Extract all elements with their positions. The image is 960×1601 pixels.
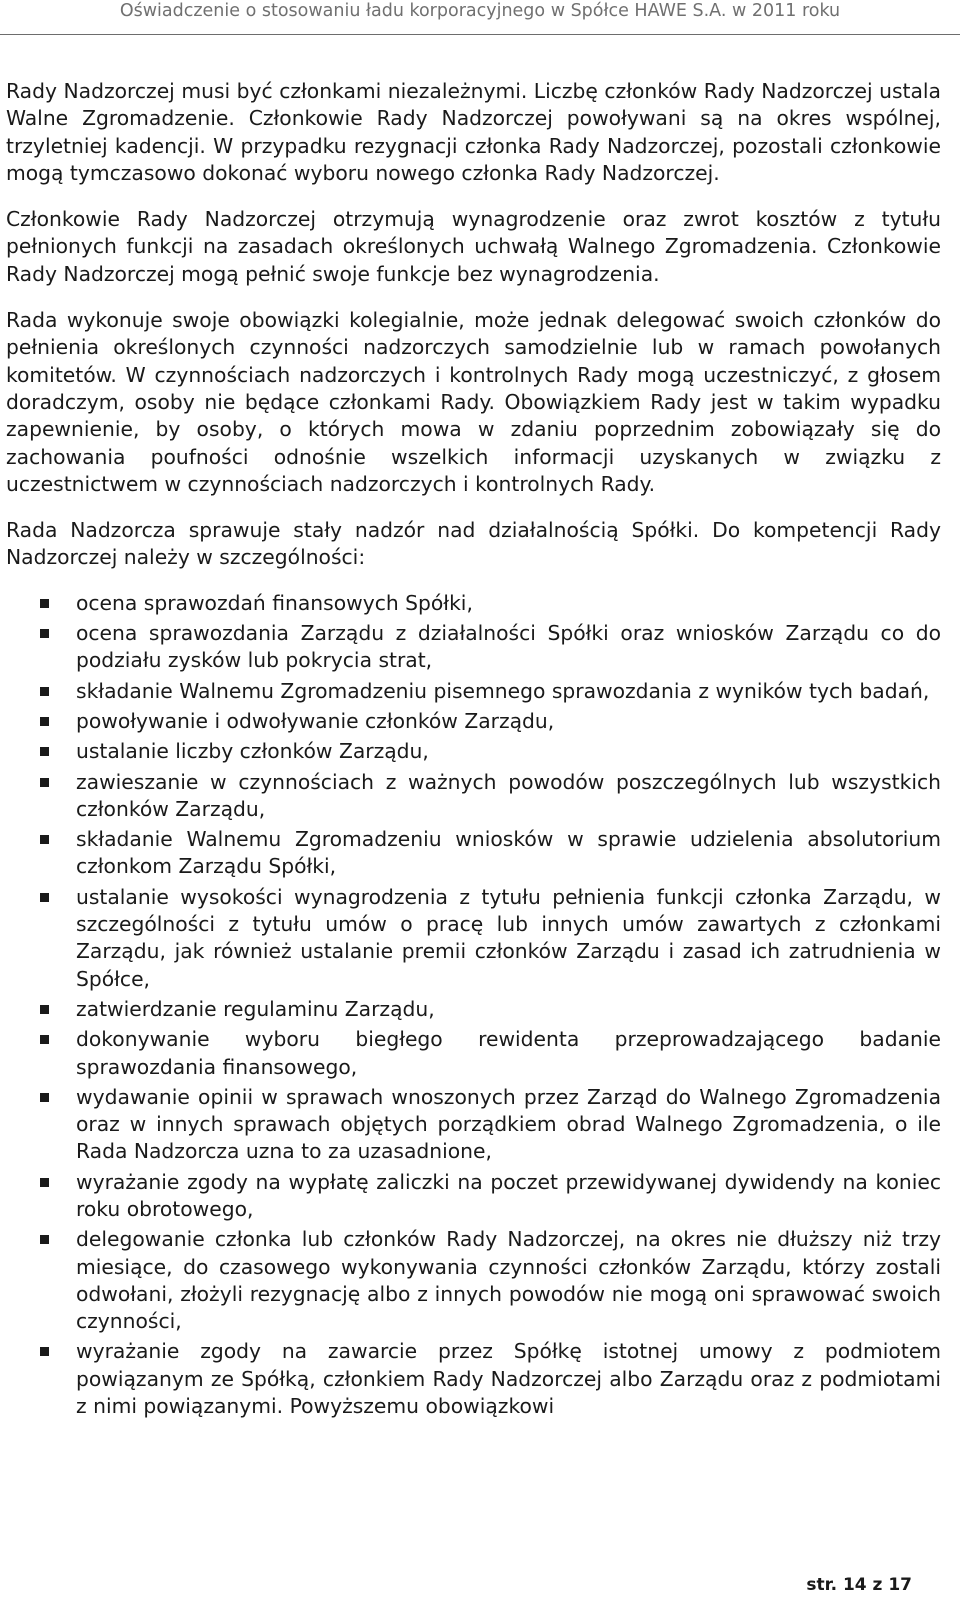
list-item-text: ustalanie liczby członków Zarządu,: [76, 739, 429, 764]
list-item-text: ocena sprawozdań finansowych Spółki,: [76, 590, 473, 615]
square-bullet-icon: [40, 893, 49, 902]
list-item: [6, 708, 941, 735]
list-item-text: wydawanie opinii w sprawach wnoszonych przez Zarząd do Walnego Zgromadzenia oraz w innych sprawach objętych porządkiem obrad Walnego Zgromadzenia, o ile Rada Nadzorcza uzna to za uzasadnione,: [76, 1084, 941, 1164]
list-item-text: dokonywanie wyboru biegłego rewidenta przeprowadzającego badanie sprawozdania finansowego,: [76, 1027, 941, 1079]
list-item: [6, 620, 941, 675]
paragraph-competences-intro: Rada Nadzorcza sprawuje stały nadzór nad działalnością Spółki. Do kompetencji Rady Nadzorczej należy w szczególności:: [6, 518, 941, 570]
square-bullet-icon: [40, 599, 49, 608]
square-bullet-icon: [40, 747, 49, 756]
list-item-text: składanie Walnemu Zgromadzeniu pisemnego sprawozdania z wyników tych badań,: [76, 678, 930, 703]
list-item-text: składanie Walnemu Zgromadzeniu wniosków w sprawie udzielenia absolutorium członkom Zarządu Spółki,: [76, 827, 941, 879]
square-bullet-icon: [40, 687, 49, 696]
list-item: [6, 1084, 941, 1166]
list-item: [6, 1226, 941, 1335]
list-item: [6, 738, 941, 765]
list-item: [6, 1338, 941, 1420]
competences-list: [6, 590, 941, 1421]
paragraph-collegial-duties: Rada wykonuje swoje obowiązki kolegialnie, może jednak delegować swoich członków do pełnienia określonych czynności nadzorczych samodzielnie lub w ramach powołanych komitetów. W czynnościach nadzorczych i kontrolnych Rady mogą uczestniczyć, z głosem doradczym, osoby nie będące członkami Rady. Obowiązkiem Rady jest w takim wypadku zapewnienie, by osoby, o których mowa w zdaniu poprzednim zobowiązały się do zachowania poufności odnośnie wszelkich informacji uzyskanych w związku z uczestnictwem w czynnościach nadzorczych i kontrolnych Rady.: [6, 308, 941, 496]
square-bullet-icon: [40, 629, 49, 638]
square-bullet-icon: [40, 1005, 49, 1014]
list-item-text: wyrażanie zgody na wypłatę zaliczki na poczet przewidywanej dywidendy na koniec roku obrotowego,: [76, 1169, 941, 1221]
list-item-text: powoływanie i odwoływanie członków Zarządu,: [76, 708, 555, 733]
list-item: [6, 996, 941, 1023]
list-item-text: ustalanie wysokości wynagrodzenia z tytułu pełnienia funkcji członka Zarządu, w szczególności z tytułu umów o pracę lub innych umów zawartych z członkami Zarządu, jak również ustalanie premii członków Zarządu i zasad ich zatrudnienia w Spółce,: [76, 884, 941, 991]
list-item: [6, 769, 941, 824]
square-bullet-icon: [40, 835, 49, 844]
square-bullet-icon: [40, 1235, 49, 1244]
list-item-text: wyrażanie zgody na zawarcie przez Spółkę istotnej umowy z podmiotem powiązanym ze Spółką, członkiem Rady Nadzorczej albo Zarządu oraz z podmiotami z nimi powiązanymi. Powyższemu obowiązkowi: [76, 1339, 941, 1419]
document-title: Oświadczenie o stosowaniu ładu korporacyjnego w Spółce HAWE S.A. w 2011 roku: [119, 1, 841, 21]
page-number: str. 14 z 17: [806, 1575, 912, 1595]
list-item: [6, 1026, 941, 1081]
square-bullet-icon: [40, 717, 49, 726]
square-bullet-icon: [40, 1035, 49, 1044]
document-body: [6, 78, 941, 1423]
list-item: [6, 678, 941, 705]
list-item-text: zawieszanie w czynnościach z ważnych powodów poszczególnych lub wszystkich członków Zarządu,: [76, 769, 941, 821]
list-item: [6, 1169, 941, 1224]
square-bullet-icon: [40, 1093, 49, 1102]
page-header: [0, 0, 960, 35]
paragraph-board-composition: Rady Nadzorczej musi być członkami niezależnymi. Liczbę członków Rady Nadzorczej ustala Walne Zgromadzenie. Członkowie Rady Nadzorczej powoływani są na okres wspólnej, trzyletniej kadencji. W przypadku rezygnacji członka Rady Nadzorczej, pozostali członkowie mogą tymczasowo dokonać wyboru nowego członka Rady Nadzorczej.: [6, 79, 941, 185]
list-item-text: zatwierdzanie regulaminu Zarządu,: [76, 996, 435, 1021]
list-item: [6, 590, 941, 617]
square-bullet-icon: [40, 778, 49, 787]
list-item: [6, 884, 941, 993]
paragraph-remuneration: Członkowie Rady Nadzorczej otrzymują wynagrodzenie oraz zwrot kosztów z tytułu pełnionych funkcji na zasadach określonych uchwałą Walnego Zgromadzenia. Członkowie Rady Nadzorczej mogą pełnić swoje funkcje bez wynagrodzenia.: [6, 207, 941, 286]
square-bullet-icon: [40, 1178, 49, 1187]
list-item-text: ocena sprawozdania Zarządu z działalności Spółki oraz wniosków Zarządu co do podziału zysków lub pokrycia strat,: [76, 621, 941, 673]
list-item: [6, 826, 941, 881]
square-bullet-icon: [40, 1347, 49, 1356]
list-item-text: delegowanie członka lub członków Rady Nadzorczej, na okres nie dłuższy niż trzy miesiące, do czasowego wykonywania czynności członków Zarządu, którzy zostali odwołani, złożyli rezygnację albo z innych powodów nie mogą oni sprawować swoich czynności,: [76, 1227, 941, 1334]
